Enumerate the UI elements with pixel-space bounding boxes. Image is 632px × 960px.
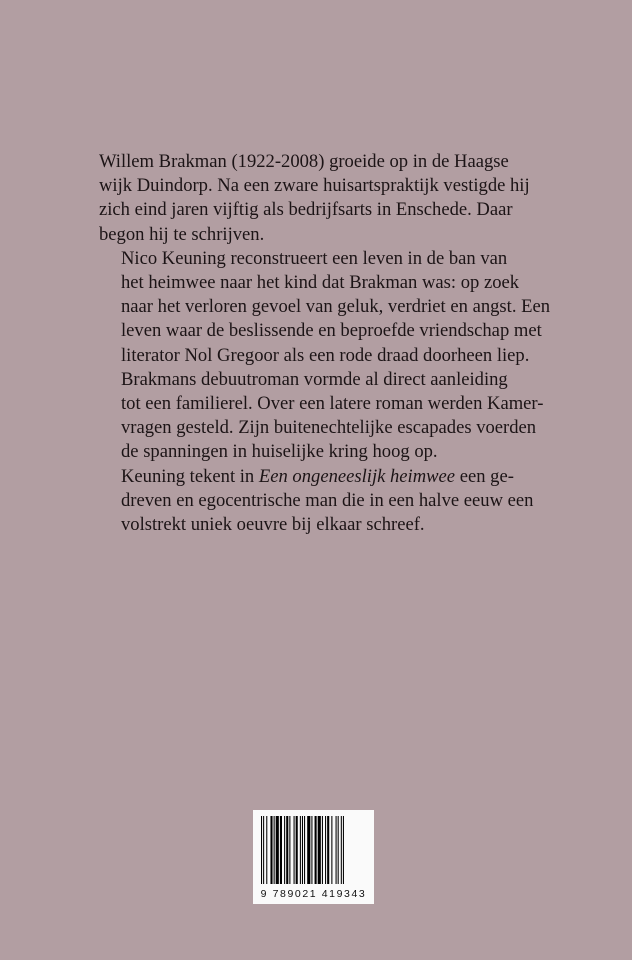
barcode-bar [338,816,339,884]
barcode-bar [296,816,298,884]
barcode-bars [253,810,374,890]
blurb-text [99,150,551,537]
barcode-bar [341,816,342,884]
blurb-line: tot een familierel. Over een latere roman werden Kamer- [121,393,544,415]
blurb-line [99,465,535,489]
isbn-barcode [253,810,374,904]
blurb-text-run: Keuning tekent in [121,465,259,487]
book-title: Een ongeneeslijk heimwee [258,465,456,487]
barcode-bar [325,816,326,884]
blurb-text-run: een ge- [455,465,514,487]
barcode-bar [274,816,275,884]
barcode-bar [261,816,262,884]
barcode-bar [336,816,337,884]
blurb-line: leven waar de beslissende en beproefde vriendschap met [121,320,542,342]
barcode-bar [266,816,267,884]
barcode-bar [294,816,295,884]
blurb-line: vragen gesteld. Zijn buitenechtelijke escapades voerden [121,417,537,439]
barcode-bar [270,816,272,884]
barcode-bar [263,816,264,884]
blurb-line: wijk Duindorp. Na een zware huisartspraktijk vestigde hij [99,175,530,197]
isbn-number: 9 789021 419343 [260,888,367,900]
barcode-bar [311,816,312,884]
barcode-bar [286,816,288,884]
blurb-line: zich eind jaren vijftig als bedrijfsarts in Enschede. Daar [99,199,513,221]
barcode-bar [280,816,282,884]
blurb-line: Willem Brakman (1922-2008) groeide op in de Haagse [99,151,509,172]
blurb-line: de spanningen in huiselijke kring hoog op. [121,441,438,463]
blurb-line: Nico Keuning reconstrueert een leven in de ban van [121,247,508,269]
barcode-bar [289,816,290,884]
blurb-line: naar het verloren gevoel van geluk, verdriet en angst. Een [121,296,551,318]
blurb-line: het heimwee naar het kind dat Brakman was: op zoek [121,272,520,294]
blurb-line: dreven en egocentrische man die in een halve eeuw een [121,489,534,511]
blurb-line: volstrekt uniek oeuvre bij elkaar schreef. [121,514,425,536]
barcode-bar [300,816,301,884]
blurb-line: literator Nol Gregoor als een rode draad doorheen liep. [121,344,530,366]
barcode-bar [315,816,317,884]
blurb-paragraph-1 [99,150,535,247]
barcode-bar [304,816,305,884]
barcode-bar [327,816,329,884]
barcode-bar [343,816,344,884]
blurb-paragraph-2 [99,247,551,465]
barcode-bar [302,816,303,884]
barcode-bar [307,816,310,884]
barcode-bar [284,816,285,884]
blurb-line: Brakmans debuutroman vormde al direct aanleiding [121,368,508,390]
barcode-bar [276,816,279,884]
barcode-bar [331,816,332,884]
barcode-bar [318,816,321,884]
blurb-line: begon hij te schrijven. [99,223,265,245]
blurb-paragraph-3 [99,465,535,538]
barcode-bar [322,816,323,884]
